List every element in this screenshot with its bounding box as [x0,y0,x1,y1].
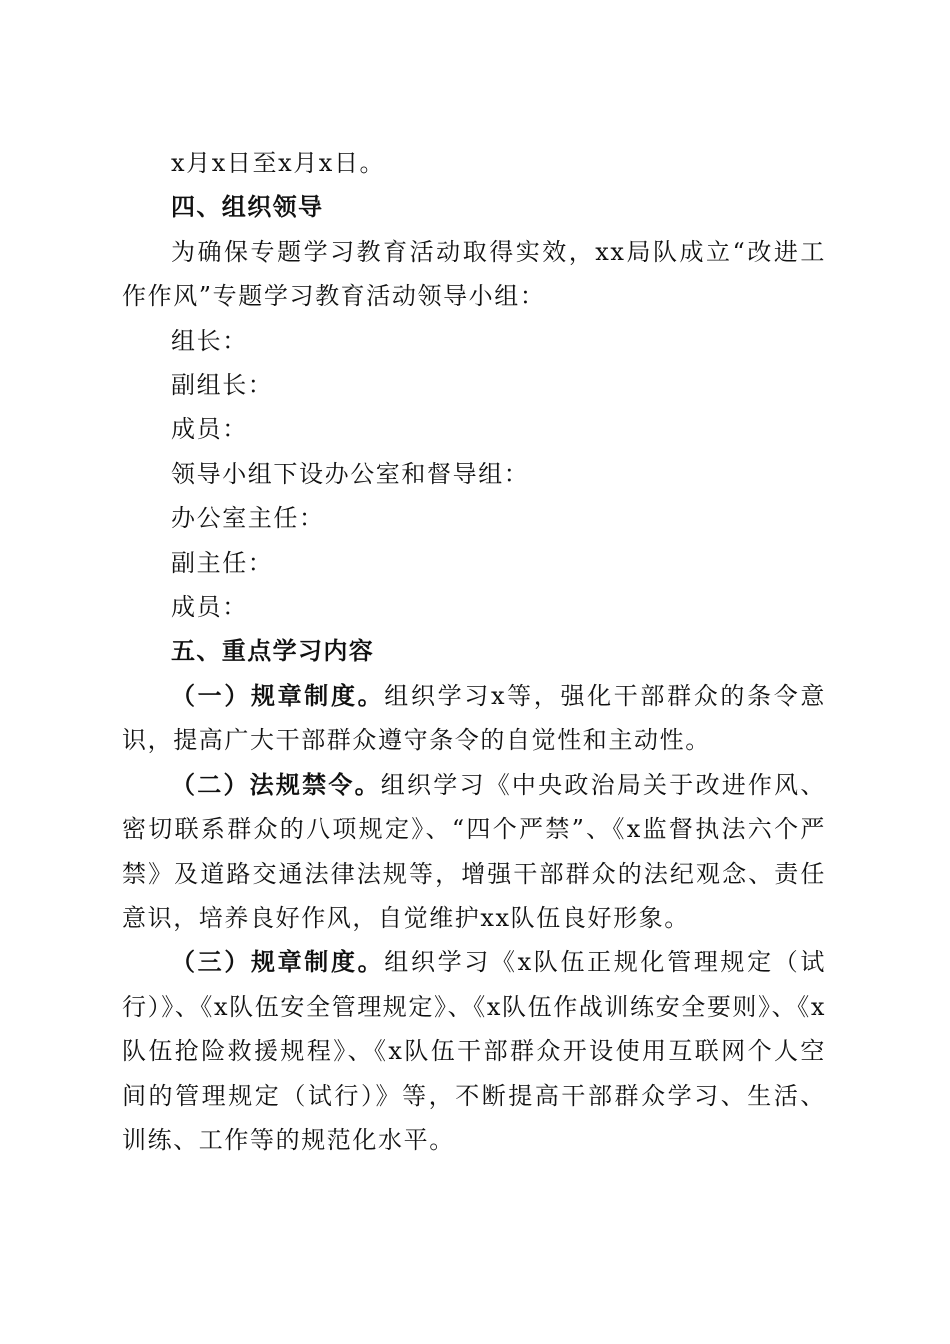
deputy-director-line: 副主任： [171,548,274,577]
office-intro-line: 领导小组下设办公室和督导组： [171,459,530,488]
office-members-line: 成员： [171,593,248,622]
organization-intro-paragraph: 为确保专题学习教育活动取得实效，xx局队成立“改进工作作风”专题学习教育活动领导小组： [122,237,826,311]
study-item-label: （三）规章制度。 [171,948,385,977]
study-item-text: 组织学习x等，强化干部群众的条令意识，提高广大干部群众遵守条令的自觉性和主动性。 [122,681,826,755]
section-heading-study-content: 五、重点学习内容 [171,637,375,666]
office-director-line: 办公室主任： [171,504,325,533]
deputy-leader-line: 副组长： [171,371,274,400]
study-item-paragraph [122,763,826,941]
study-item-label: （二）法规禁令。 [171,770,381,799]
study-item-text: 组织学习《x队伍正规化管理规定（试行）》、《x队伍安全管理规定》、《x队伍作战训练安全要则》、《x队伍抢险救援规程》、《x队伍干部群众开设使用互联网个人空间的管理规定（试行）》等，不断提高干部群众学习、生活、训练、工作等的规范化水平。 [122,948,826,1154]
study-item-label: （一）规章制度。 [171,681,385,710]
study-item-paragraph [122,940,826,1162]
study-item-paragraph [122,674,826,763]
document-body [122,141,826,1162]
date-range-line: x月x日至x月x日。 [171,149,386,177]
leader-line: 组长： [171,326,248,355]
section-heading-organization: 四、组织领导 [171,193,324,222]
study-item-text: 组织学习《中央政治局关于改进作风、密切联系群众的八项规定》、“四个严禁”、《x监督执法六个严禁》及道路交通法律法规等，增强干部群众的法纪观念、责任意识，培养良好作风，自觉维护xx队伍良好形象。 [122,770,826,932]
members-line: 成员： [171,415,248,444]
